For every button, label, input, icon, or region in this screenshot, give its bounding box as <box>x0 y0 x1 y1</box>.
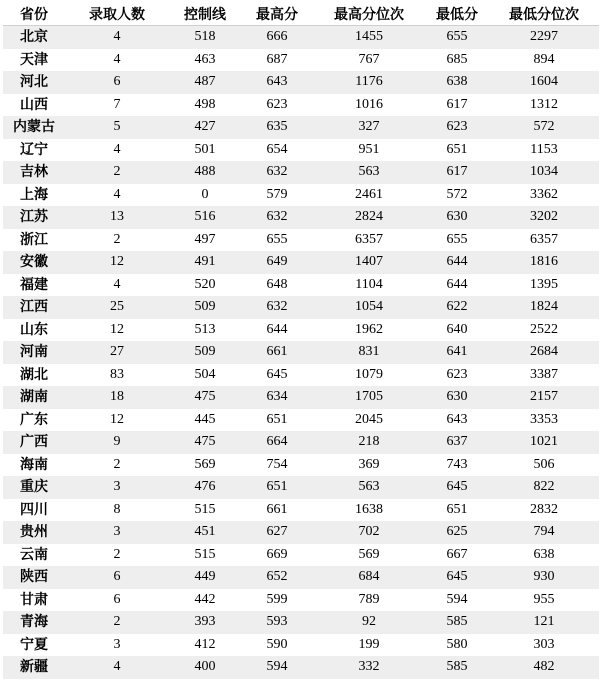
highest-score-rank-cell: 1079 <box>313 364 425 387</box>
lowest-score-cell: 645 <box>425 566 489 589</box>
admitted-count-cell: 4 <box>65 49 169 72</box>
table-row <box>3 229 599 252</box>
highest-score-rank-cell: 1455 <box>313 26 425 49</box>
control-line-cell: 515 <box>169 499 241 522</box>
highest-score-cell: 666 <box>241 26 313 49</box>
highest-score-cell: 754 <box>241 454 313 477</box>
table-row <box>3 319 599 342</box>
lowest-score-rank-cell: 1312 <box>489 94 599 117</box>
lowest-score-cell: 585 <box>425 611 489 634</box>
province-cell: 山西 <box>3 94 65 117</box>
highest-score-cell: 669 <box>241 544 313 567</box>
control-line-cell: 504 <box>169 364 241 387</box>
province-cell: 浙江 <box>3 229 65 252</box>
province-cell: 辽宁 <box>3 139 65 162</box>
control-line-cell: 509 <box>169 341 241 364</box>
highest-score-cell: 644 <box>241 319 313 342</box>
lowest-score-rank-cell: 1034 <box>489 161 599 184</box>
highest-score-cell: 632 <box>241 296 313 319</box>
admitted-count-cell: 6 <box>65 566 169 589</box>
province-cell: 青海 <box>3 611 65 634</box>
lowest-score-cell: 580 <box>425 634 489 657</box>
lowest-score-rank-cell: 930 <box>489 566 599 589</box>
table-row <box>3 251 599 274</box>
lowest-score-cell: 622 <box>425 296 489 319</box>
highest-score-cell: 590 <box>241 634 313 657</box>
highest-score-rank-cell: 327 <box>313 116 425 139</box>
header-row <box>3 2 599 26</box>
table-row <box>3 139 599 162</box>
highest-score-rank-cell: 2045 <box>313 409 425 432</box>
table-row <box>3 49 599 72</box>
lowest-score-rank-cell: 482 <box>489 656 599 679</box>
province-cell: 河南 <box>3 341 65 364</box>
control-line-cell: 498 <box>169 94 241 117</box>
admitted-count-cell: 8 <box>65 499 169 522</box>
highest-score-rank-cell: 1407 <box>313 251 425 274</box>
highest-score-rank-cell: 1962 <box>313 319 425 342</box>
header-admitted-count: 录取人数 <box>65 2 169 26</box>
highest-score-cell: 634 <box>241 386 313 409</box>
table-row <box>3 634 599 657</box>
highest-score-cell: 655 <box>241 229 313 252</box>
table-row <box>3 499 599 522</box>
highest-score-cell: 645 <box>241 364 313 387</box>
control-line-cell: 488 <box>169 161 241 184</box>
admitted-count-cell: 83 <box>65 364 169 387</box>
lowest-score-cell: 585 <box>425 656 489 679</box>
table-row <box>3 656 599 679</box>
control-line-cell: 487 <box>169 71 241 94</box>
highest-score-cell: 654 <box>241 139 313 162</box>
lowest-score-cell: 625 <box>425 521 489 544</box>
lowest-score-cell: 651 <box>425 139 489 162</box>
control-line-cell: 427 <box>169 116 241 139</box>
highest-score-rank-cell: 1638 <box>313 499 425 522</box>
control-line-cell: 520 <box>169 274 241 297</box>
province-cell: 广西 <box>3 431 65 454</box>
control-line-cell: 393 <box>169 611 241 634</box>
control-line-cell: 451 <box>169 521 241 544</box>
highest-score-rank-cell: 1054 <box>313 296 425 319</box>
lowest-score-rank-cell: 506 <box>489 454 599 477</box>
control-line-cell: 445 <box>169 409 241 432</box>
highest-score-rank-cell: 2461 <box>313 184 425 207</box>
highest-score-rank-cell: 1705 <box>313 386 425 409</box>
province-cell: 海南 <box>3 454 65 477</box>
table-row <box>3 544 599 567</box>
highest-score-rank-cell: 951 <box>313 139 425 162</box>
lowest-score-cell: 651 <box>425 499 489 522</box>
lowest-score-rank-cell: 1153 <box>489 139 599 162</box>
lowest-score-cell: 655 <box>425 26 489 49</box>
admitted-count-cell: 3 <box>65 521 169 544</box>
admitted-count-cell: 2 <box>65 454 169 477</box>
highest-score-rank-cell: 2824 <box>313 206 425 229</box>
highest-score-cell: 648 <box>241 274 313 297</box>
highest-score-rank-cell: 563 <box>313 161 425 184</box>
highest-score-cell: 627 <box>241 521 313 544</box>
province-cell: 宁夏 <box>3 634 65 657</box>
table-row <box>3 476 599 499</box>
highest-score-cell: 664 <box>241 431 313 454</box>
admitted-count-cell: 4 <box>65 26 169 49</box>
province-cell: 贵州 <box>3 521 65 544</box>
table-row <box>3 94 599 117</box>
highest-score-cell: 661 <box>241 499 313 522</box>
province-cell: 湖北 <box>3 364 65 387</box>
highest-score-cell: 632 <box>241 161 313 184</box>
control-line-cell: 509 <box>169 296 241 319</box>
lowest-score-cell: 643 <box>425 409 489 432</box>
lowest-score-cell: 667 <box>425 544 489 567</box>
table-row <box>3 274 599 297</box>
lowest-score-cell: 594 <box>425 589 489 612</box>
province-cell: 陕西 <box>3 566 65 589</box>
lowest-score-rank-cell: 955 <box>489 589 599 612</box>
lowest-score-cell: 617 <box>425 94 489 117</box>
lowest-score-cell: 623 <box>425 116 489 139</box>
admitted-count-cell: 6 <box>65 589 169 612</box>
table-row <box>3 431 599 454</box>
control-line-cell: 491 <box>169 251 241 274</box>
admitted-count-cell: 4 <box>65 274 169 297</box>
lowest-score-cell: 644 <box>425 251 489 274</box>
admitted-count-cell: 3 <box>65 634 169 657</box>
lowest-score-cell: 645 <box>425 476 489 499</box>
lowest-score-rank-cell: 3353 <box>489 409 599 432</box>
province-cell: 上海 <box>3 184 65 207</box>
lowest-score-rank-cell: 121 <box>489 611 599 634</box>
table-row <box>3 296 599 319</box>
admitted-count-cell: 4 <box>65 656 169 679</box>
highest-score-rank-cell: 6357 <box>313 229 425 252</box>
lowest-score-rank-cell: 572 <box>489 116 599 139</box>
table-row <box>3 116 599 139</box>
highest-score-rank-cell: 1016 <box>313 94 425 117</box>
header-highest-score: 最高分 <box>241 2 313 26</box>
admitted-count-cell: 9 <box>65 431 169 454</box>
admitted-count-cell: 6 <box>65 71 169 94</box>
highest-score-cell: 593 <box>241 611 313 634</box>
province-cell: 河北 <box>3 71 65 94</box>
highest-score-cell: 599 <box>241 589 313 612</box>
province-cell: 重庆 <box>3 476 65 499</box>
admission-score-table <box>3 2 599 679</box>
province-cell: 内蒙古 <box>3 116 65 139</box>
highest-score-rank-cell: 199 <box>313 634 425 657</box>
header-control-line: 控制线 <box>169 2 241 26</box>
table-row <box>3 184 599 207</box>
lowest-score-cell: 655 <box>425 229 489 252</box>
control-line-cell: 569 <box>169 454 241 477</box>
highest-score-cell: 632 <box>241 206 313 229</box>
table-row <box>3 364 599 387</box>
province-cell: 江苏 <box>3 206 65 229</box>
lowest-score-cell: 743 <box>425 454 489 477</box>
highest-score-cell: 623 <box>241 94 313 117</box>
admitted-count-cell: 3 <box>65 476 169 499</box>
highest-score-cell: 661 <box>241 341 313 364</box>
control-line-cell: 518 <box>169 26 241 49</box>
lowest-score-rank-cell: 1604 <box>489 71 599 94</box>
lowest-score-rank-cell: 1824 <box>489 296 599 319</box>
highest-score-rank-cell: 684 <box>313 566 425 589</box>
lowest-score-rank-cell: 2684 <box>489 341 599 364</box>
lowest-score-cell: 617 <box>425 161 489 184</box>
table-row <box>3 521 599 544</box>
table-row <box>3 386 599 409</box>
lowest-score-cell: 641 <box>425 341 489 364</box>
table-row <box>3 409 599 432</box>
control-line-cell: 497 <box>169 229 241 252</box>
admitted-count-cell: 4 <box>65 139 169 162</box>
admitted-count-cell: 7 <box>65 94 169 117</box>
table-row <box>3 454 599 477</box>
province-cell: 新疆 <box>3 656 65 679</box>
admitted-count-cell: 12 <box>65 409 169 432</box>
control-line-cell: 476 <box>169 476 241 499</box>
province-cell: 吉林 <box>3 161 65 184</box>
header-lowest-score: 最低分 <box>425 2 489 26</box>
table-row <box>3 161 599 184</box>
lowest-score-rank-cell: 1816 <box>489 251 599 274</box>
lowest-score-rank-cell: 3202 <box>489 206 599 229</box>
lowest-score-rank-cell: 3362 <box>489 184 599 207</box>
control-line-cell: 0 <box>169 184 241 207</box>
admitted-count-cell: 18 <box>65 386 169 409</box>
admitted-count-cell: 12 <box>65 251 169 274</box>
province-cell: 云南 <box>3 544 65 567</box>
admitted-count-cell: 27 <box>65 341 169 364</box>
lowest-score-rank-cell: 3387 <box>489 364 599 387</box>
province-cell: 四川 <box>3 499 65 522</box>
admitted-count-cell: 12 <box>65 319 169 342</box>
highest-score-cell: 652 <box>241 566 313 589</box>
highest-score-rank-cell: 767 <box>313 49 425 72</box>
control-line-cell: 475 <box>169 431 241 454</box>
control-line-cell: 449 <box>169 566 241 589</box>
lowest-score-cell: 640 <box>425 319 489 342</box>
lowest-score-rank-cell: 2297 <box>489 26 599 49</box>
highest-score-rank-cell: 369 <box>313 454 425 477</box>
admitted-count-cell: 2 <box>65 161 169 184</box>
highest-score-cell: 687 <box>241 49 313 72</box>
table-header <box>3 2 599 26</box>
admitted-count-cell: 2 <box>65 611 169 634</box>
control-line-cell: 515 <box>169 544 241 567</box>
lowest-score-rank-cell: 2157 <box>489 386 599 409</box>
highest-score-rank-cell: 563 <box>313 476 425 499</box>
province-cell: 江西 <box>3 296 65 319</box>
header-highest-score-rank: 最高分位次 <box>313 2 425 26</box>
lowest-score-cell: 630 <box>425 386 489 409</box>
table-row <box>3 566 599 589</box>
highest-score-cell: 651 <box>241 476 313 499</box>
highest-score-cell: 651 <box>241 409 313 432</box>
lowest-score-rank-cell: 303 <box>489 634 599 657</box>
highest-score-rank-cell: 569 <box>313 544 425 567</box>
admitted-count-cell: 25 <box>65 296 169 319</box>
table-row <box>3 206 599 229</box>
lowest-score-rank-cell: 894 <box>489 49 599 72</box>
lowest-score-cell: 644 <box>425 274 489 297</box>
province-cell: 甘肃 <box>3 589 65 612</box>
highest-score-rank-cell: 332 <box>313 656 425 679</box>
table-row <box>3 26 599 49</box>
admitted-count-cell: 4 <box>65 184 169 207</box>
lowest-score-cell: 638 <box>425 71 489 94</box>
province-cell: 北京 <box>3 26 65 49</box>
table-body <box>3 26 599 679</box>
lowest-score-rank-cell: 6357 <box>489 229 599 252</box>
table-row <box>3 341 599 364</box>
province-cell: 山东 <box>3 319 65 342</box>
province-cell: 福建 <box>3 274 65 297</box>
highest-score-cell: 635 <box>241 116 313 139</box>
lowest-score-cell: 572 <box>425 184 489 207</box>
province-cell: 天津 <box>3 49 65 72</box>
control-line-cell: 475 <box>169 386 241 409</box>
lowest-score-rank-cell: 1395 <box>489 274 599 297</box>
table-row <box>3 71 599 94</box>
province-cell: 广东 <box>3 409 65 432</box>
lowest-score-rank-cell: 638 <box>489 544 599 567</box>
highest-score-rank-cell: 702 <box>313 521 425 544</box>
lowest-score-rank-cell: 2522 <box>489 319 599 342</box>
lowest-score-cell: 637 <box>425 431 489 454</box>
lowest-score-cell: 623 <box>425 364 489 387</box>
highest-score-cell: 643 <box>241 71 313 94</box>
lowest-score-rank-cell: 1021 <box>489 431 599 454</box>
lowest-score-rank-cell: 2832 <box>489 499 599 522</box>
highest-score-rank-cell: 1176 <box>313 71 425 94</box>
control-line-cell: 513 <box>169 319 241 342</box>
lowest-score-rank-cell: 794 <box>489 521 599 544</box>
control-line-cell: 501 <box>169 139 241 162</box>
admitted-count-cell: 5 <box>65 116 169 139</box>
admitted-count-cell: 13 <box>65 206 169 229</box>
control-line-cell: 516 <box>169 206 241 229</box>
province-cell: 安徽 <box>3 251 65 274</box>
highest-score-rank-cell: 1104 <box>313 274 425 297</box>
highest-score-cell: 594 <box>241 656 313 679</box>
lowest-score-cell: 630 <box>425 206 489 229</box>
control-line-cell: 463 <box>169 49 241 72</box>
admitted-count-cell: 2 <box>65 229 169 252</box>
province-cell: 湖南 <box>3 386 65 409</box>
highest-score-rank-cell: 831 <box>313 341 425 364</box>
control-line-cell: 412 <box>169 634 241 657</box>
table-row <box>3 589 599 612</box>
admitted-count-cell: 2 <box>65 544 169 567</box>
highest-score-cell: 579 <box>241 184 313 207</box>
highest-score-rank-cell: 92 <box>313 611 425 634</box>
table-row <box>3 611 599 634</box>
highest-score-rank-cell: 218 <box>313 431 425 454</box>
control-line-cell: 442 <box>169 589 241 612</box>
lowest-score-cell: 685 <box>425 49 489 72</box>
lowest-score-rank-cell: 822 <box>489 476 599 499</box>
highest-score-rank-cell: 789 <box>313 589 425 612</box>
header-lowest-score-rank: 最低分位次 <box>489 2 599 26</box>
header-province: 省份 <box>3 2 65 26</box>
highest-score-cell: 649 <box>241 251 313 274</box>
control-line-cell: 400 <box>169 656 241 679</box>
